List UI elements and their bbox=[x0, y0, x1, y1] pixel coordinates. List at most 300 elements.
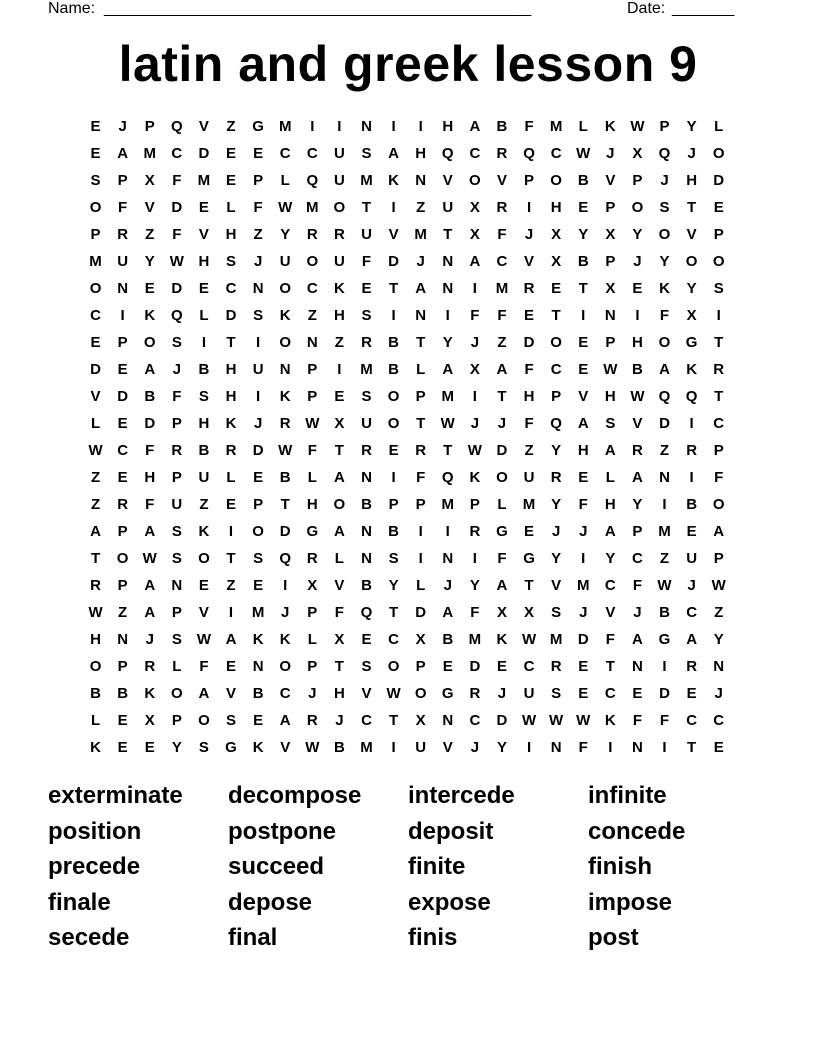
grid-letter[interactable]: R bbox=[361, 442, 372, 459]
grid-letter[interactable]: H bbox=[442, 118, 454, 135]
grid-letter[interactable]: G bbox=[225, 739, 237, 756]
grid-letter[interactable]: Z bbox=[90, 469, 101, 486]
grid-letter[interactable]: H bbox=[686, 172, 698, 189]
grid-letter[interactable]: D bbox=[469, 658, 481, 675]
grid-letter[interactable]: J bbox=[551, 523, 561, 540]
grid-letter[interactable]: E bbox=[253, 712, 264, 729]
grid-letter[interactable]: R bbox=[306, 712, 318, 729]
grid-letter[interactable]: J bbox=[660, 172, 669, 189]
grid-letter[interactable]: B bbox=[577, 172, 589, 189]
grid-letter[interactable]: U bbox=[198, 469, 210, 486]
grid-letter[interactable]: D bbox=[659, 415, 670, 432]
grid-letter[interactable]: S bbox=[253, 550, 264, 567]
grid-letter[interactable]: Y bbox=[551, 550, 562, 567]
grid-letter[interactable]: L bbox=[416, 577, 426, 594]
grid-letter[interactable]: S bbox=[198, 739, 209, 756]
grid-letter[interactable]: V bbox=[198, 226, 209, 243]
grid-letter[interactable]: K bbox=[333, 280, 345, 297]
grid-letter[interactable]: C bbox=[713, 712, 725, 729]
grid-letter[interactable]: W bbox=[576, 712, 591, 729]
grid-letter[interactable]: K bbox=[279, 307, 291, 324]
grid-letter[interactable]: U bbox=[523, 469, 535, 486]
grid-letter[interactable]: A bbox=[90, 523, 101, 540]
grid-letter[interactable]: O bbox=[89, 199, 102, 216]
grid-letter[interactable]: W bbox=[630, 118, 645, 135]
grid-letter[interactable]: I bbox=[445, 307, 450, 324]
grid-letter[interactable]: I bbox=[662, 496, 667, 513]
grid-letter[interactable]: Z bbox=[118, 604, 128, 621]
grid-letter[interactable]: C bbox=[469, 712, 481, 729]
grid-letter[interactable]: E bbox=[226, 496, 237, 513]
grid-letter[interactable]: E bbox=[117, 415, 128, 432]
grid-letter[interactable]: F bbox=[307, 442, 317, 459]
grid-letter[interactable]: T bbox=[443, 226, 453, 243]
grid-letter[interactable]: V bbox=[90, 388, 101, 405]
grid-letter[interactable]: J bbox=[253, 253, 263, 270]
grid-letter[interactable]: X bbox=[334, 631, 345, 648]
grid-letter[interactable]: F bbox=[145, 496, 155, 513]
grid-letter[interactable]: B bbox=[388, 361, 399, 378]
grid-letter[interactable]: I bbox=[337, 118, 342, 135]
grid-letter[interactable]: P bbox=[253, 172, 264, 189]
grid-letter[interactable]: I bbox=[581, 307, 586, 324]
grid-letter[interactable]: N bbox=[442, 712, 454, 729]
grid-letter[interactable]: M bbox=[549, 631, 563, 648]
grid-letter[interactable]: C bbox=[117, 442, 129, 459]
grid-letter[interactable]: R bbox=[171, 442, 183, 459]
grid-letter[interactable]: F bbox=[497, 307, 507, 324]
grid-letter[interactable]: B bbox=[252, 685, 264, 702]
grid-letter[interactable]: S bbox=[361, 307, 372, 324]
grid-letter[interactable]: F bbox=[361, 253, 372, 270]
grid-letter[interactable]: O bbox=[279, 658, 292, 675]
grid-letter[interactable]: M bbox=[522, 496, 536, 513]
grid-letter[interactable]: P bbox=[659, 118, 670, 135]
grid-letter[interactable]: T bbox=[578, 280, 588, 297]
grid-letter[interactable]: J bbox=[281, 604, 290, 621]
grid-letter[interactable]: N bbox=[117, 280, 129, 297]
grid-letter[interactable]: T bbox=[226, 334, 236, 351]
grid-letter[interactable]: L bbox=[334, 550, 344, 567]
grid-letter[interactable]: H bbox=[632, 334, 643, 351]
grid-letter[interactable]: L bbox=[307, 469, 317, 486]
grid-letter[interactable]: F bbox=[416, 469, 426, 486]
grid-letter[interactable]: U bbox=[333, 145, 345, 162]
grid-letter[interactable]: U bbox=[279, 253, 291, 270]
grid-letter[interactable]: P bbox=[605, 199, 616, 216]
grid-letter[interactable]: Q bbox=[658, 145, 671, 162]
grid-letter[interactable]: R bbox=[469, 685, 481, 702]
date-field[interactable]: _______ bbox=[672, 0, 735, 17]
grid-letter[interactable]: E bbox=[713, 739, 724, 756]
grid-letter[interactable]: U bbox=[361, 415, 372, 432]
grid-letter[interactable]: T bbox=[416, 334, 426, 351]
grid-letter[interactable]: X bbox=[469, 226, 480, 243]
grid-letter[interactable]: F bbox=[199, 658, 209, 675]
grid-letter[interactable]: J bbox=[497, 685, 507, 702]
grid-letter[interactable]: D bbox=[252, 442, 264, 459]
grid-letter[interactable]: R bbox=[225, 442, 237, 459]
grid-letter[interactable]: Z bbox=[226, 577, 236, 594]
grid-letter[interactable]: F bbox=[497, 550, 507, 567]
grid-letter[interactable]: S bbox=[388, 550, 399, 567]
grid-letter[interactable]: Y bbox=[280, 226, 291, 243]
grid-letter[interactable]: Y bbox=[578, 226, 589, 243]
grid-letter[interactable]: F bbox=[524, 361, 534, 378]
grid-letter[interactable]: Z bbox=[659, 550, 670, 567]
grid-letter[interactable]: A bbox=[632, 469, 643, 486]
grid-letter[interactable]: I bbox=[472, 388, 477, 405]
grid-letter[interactable]: E bbox=[524, 523, 535, 540]
grid-letter[interactable]: W bbox=[440, 415, 455, 432]
grid-letter[interactable]: E bbox=[198, 577, 209, 594]
grid-letter[interactable]: R bbox=[415, 442, 427, 459]
grid-letter[interactable]: D bbox=[171, 280, 183, 297]
grid-letter[interactable]: O bbox=[496, 469, 508, 486]
grid-letter[interactable]: Y bbox=[605, 550, 616, 567]
grid-letter[interactable]: H bbox=[550, 199, 562, 216]
grid-letter[interactable]: I bbox=[283, 577, 288, 594]
grid-letter[interactable]: Q bbox=[306, 172, 319, 189]
grid-letter[interactable]: E bbox=[442, 658, 453, 675]
grid-letter[interactable]: W bbox=[657, 577, 672, 594]
grid-letter[interactable]: E bbox=[578, 361, 589, 378]
grid-letter[interactable]: N bbox=[632, 739, 643, 756]
grid-letter[interactable]: B bbox=[117, 685, 129, 702]
grid-letter[interactable]: H bbox=[415, 145, 427, 162]
grid-letter[interactable]: U bbox=[171, 496, 183, 513]
grid-letter[interactable]: I bbox=[120, 307, 125, 324]
grid-letter[interactable]: L bbox=[226, 199, 236, 216]
grid-letter[interactable]: O bbox=[387, 388, 400, 405]
grid-letter[interactable]: C bbox=[686, 712, 698, 729]
grid-letter[interactable]: I bbox=[445, 523, 450, 540]
grid-letter[interactable]: S bbox=[171, 550, 182, 567]
grid-letter[interactable]: S bbox=[361, 658, 372, 675]
grid-letter[interactable]: H bbox=[90, 631, 101, 648]
grid-letter[interactable]: J bbox=[443, 577, 452, 594]
grid-letter[interactable]: A bbox=[496, 577, 508, 594]
grid-letter[interactable]: R bbox=[523, 280, 535, 297]
grid-letter[interactable]: J bbox=[524, 226, 534, 243]
grid-letter[interactable]: R bbox=[686, 658, 698, 675]
grid-letter[interactable]: U bbox=[415, 739, 427, 756]
grid-letter[interactable]: I bbox=[635, 307, 640, 324]
grid-letter[interactable]: F bbox=[172, 388, 182, 405]
grid-letter[interactable]: K bbox=[198, 523, 210, 540]
grid-letter[interactable]: M bbox=[576, 577, 590, 594]
grid-letter[interactable]: F bbox=[172, 172, 182, 189]
grid-letter[interactable]: J bbox=[145, 631, 154, 648]
grid-letter[interactable]: Q bbox=[685, 388, 698, 405]
grid-letter[interactable]: A bbox=[144, 604, 156, 621]
grid-letter[interactable]: L bbox=[90, 415, 101, 432]
grid-letter[interactable]: C bbox=[306, 145, 318, 162]
grid-letter[interactable]: W bbox=[169, 253, 184, 270]
grid-letter[interactable]: E bbox=[90, 334, 101, 351]
grid-letter[interactable]: J bbox=[633, 253, 642, 270]
grid-letter[interactable]: E bbox=[361, 631, 372, 648]
grid-letter[interactable]: C bbox=[90, 307, 101, 324]
grid-letter[interactable]: H bbox=[225, 361, 237, 378]
grid-letter[interactable]: V bbox=[605, 172, 616, 189]
grid-letter[interactable]: J bbox=[118, 118, 127, 135]
grid-letter[interactable]: P bbox=[307, 658, 318, 675]
grid-letter[interactable]: Q bbox=[170, 118, 183, 135]
grid-letter[interactable]: A bbox=[279, 712, 291, 729]
grid-letter[interactable]: M bbox=[251, 604, 265, 621]
grid-letter[interactable]: C bbox=[388, 631, 399, 648]
grid-letter[interactable]: P bbox=[524, 172, 535, 189]
grid-letter[interactable]: T bbox=[388, 280, 399, 297]
grid-letter[interactable]: A bbox=[225, 631, 237, 648]
grid-letter[interactable]: Z bbox=[199, 496, 209, 513]
grid-letter[interactable]: M bbox=[658, 523, 671, 540]
grid-letter[interactable]: Y bbox=[686, 280, 697, 297]
grid-letter[interactable]: X bbox=[632, 145, 643, 162]
grid-letter[interactable]: L bbox=[714, 118, 724, 135]
grid-letter[interactable]: B bbox=[198, 361, 210, 378]
grid-letter[interactable]: N bbox=[659, 469, 670, 486]
grid-letter[interactable]: W bbox=[576, 145, 591, 162]
grid-letter[interactable]: U bbox=[523, 685, 535, 702]
grid-letter[interactable]: O bbox=[116, 550, 129, 567]
grid-letter[interactable]: H bbox=[306, 496, 318, 513]
grid-letter[interactable]: P bbox=[307, 361, 318, 378]
grid-letter[interactable]: O bbox=[414, 685, 427, 702]
grid-letter[interactable]: O bbox=[198, 712, 210, 729]
grid-letter[interactable]: G bbox=[658, 631, 671, 648]
grid-letter[interactable]: T bbox=[714, 334, 724, 351]
grid-letter[interactable]: V bbox=[388, 226, 399, 243]
grid-letter[interactable]: X bbox=[686, 307, 697, 324]
grid-letter[interactable]: D bbox=[496, 442, 508, 459]
grid-letter[interactable]: F bbox=[659, 712, 670, 729]
grid-letter[interactable]: W bbox=[467, 442, 482, 459]
grid-letter[interactable]: J bbox=[470, 415, 480, 432]
grid-letter[interactable]: S bbox=[171, 523, 182, 540]
grid-letter[interactable]: P bbox=[713, 226, 724, 243]
grid-letter[interactable]: E bbox=[632, 280, 643, 297]
grid-letter[interactable]: O bbox=[170, 685, 183, 702]
grid-letter[interactable]: E bbox=[632, 685, 643, 702]
grid-letter[interactable]: A bbox=[659, 361, 670, 378]
grid-letter[interactable]: R bbox=[306, 226, 318, 243]
grid-letter[interactable]: G bbox=[496, 523, 508, 540]
grid-letter[interactable]: K bbox=[144, 685, 156, 702]
grid-letter[interactable]: R bbox=[632, 442, 643, 459]
grid-letter[interactable]: Y bbox=[551, 496, 562, 513]
grid-letter[interactable]: H bbox=[333, 685, 345, 702]
grid-letter[interactable]: J bbox=[497, 415, 507, 432]
grid-letter[interactable]: K bbox=[279, 631, 291, 648]
grid-letter[interactable]: V bbox=[334, 577, 345, 594]
grid-letter[interactable]: E bbox=[578, 199, 589, 216]
grid-letter[interactable]: M bbox=[197, 172, 211, 189]
grid-letter[interactable]: A bbox=[144, 523, 156, 540]
grid-letter[interactable]: R bbox=[496, 199, 508, 216]
grid-letter[interactable]: E bbox=[117, 469, 128, 486]
grid-letter[interactable]: J bbox=[335, 712, 344, 729]
grid-letter[interactable]: P bbox=[415, 658, 426, 675]
grid-letter[interactable]: E bbox=[226, 658, 237, 675]
grid-letter[interactable]: B bbox=[388, 334, 399, 351]
grid-letter[interactable]: T bbox=[416, 415, 426, 432]
grid-letter[interactable]: N bbox=[306, 334, 318, 351]
grid-letter[interactable]: P bbox=[307, 388, 318, 405]
grid-letter[interactable]: O bbox=[631, 199, 644, 216]
grid-letter[interactable]: B bbox=[388, 523, 399, 540]
grid-letter[interactable]: H bbox=[144, 469, 156, 486]
grid-letter[interactable]: O bbox=[279, 280, 292, 297]
grid-letter[interactable]: M bbox=[306, 199, 319, 216]
grid-letter[interactable]: D bbox=[144, 415, 156, 432]
grid-letter[interactable]: N bbox=[361, 550, 372, 567]
grid-letter[interactable]: E bbox=[226, 172, 237, 189]
grid-letter[interactable]: P bbox=[117, 334, 128, 351]
grid-letter[interactable]: L bbox=[416, 361, 426, 378]
grid-letter[interactable]: K bbox=[496, 631, 508, 648]
grid-letter[interactable]: P bbox=[713, 550, 724, 567]
grid-letter[interactable]: V bbox=[198, 604, 209, 621]
grid-letter[interactable]: F bbox=[334, 604, 344, 621]
grid-letter[interactable]: C bbox=[632, 550, 643, 567]
grid-letter[interactable]: R bbox=[333, 226, 345, 243]
grid-letter[interactable]: L bbox=[90, 712, 101, 729]
grid-letter[interactable]: C bbox=[469, 145, 481, 162]
grid-letter[interactable]: O bbox=[333, 496, 346, 513]
grid-letter[interactable]: D bbox=[198, 145, 210, 162]
grid-letter[interactable]: R bbox=[144, 658, 156, 675]
grid-letter[interactable]: K bbox=[144, 307, 156, 324]
grid-letter[interactable]: Y bbox=[496, 739, 507, 756]
grid-letter[interactable]: H bbox=[225, 226, 237, 243]
grid-letter[interactable]: D bbox=[225, 307, 237, 324]
grid-letter[interactable]: D bbox=[415, 604, 427, 621]
grid-letter[interactable]: B bbox=[90, 685, 101, 702]
grid-letter[interactable]: B bbox=[686, 496, 698, 513]
grid-letter[interactable]: G bbox=[306, 523, 319, 540]
grid-letter[interactable]: V bbox=[280, 739, 291, 756]
grid-letter[interactable]: S bbox=[253, 307, 264, 324]
grid-letter[interactable]: Z bbox=[416, 199, 426, 216]
grid-letter[interactable]: R bbox=[469, 523, 481, 540]
grid-letter[interactable]: E bbox=[226, 145, 237, 162]
grid-letter[interactable]: P bbox=[171, 604, 182, 621]
grid-letter[interactable]: O bbox=[89, 658, 102, 675]
grid-letter[interactable]: E bbox=[198, 199, 209, 216]
grid-letter[interactable]: Z bbox=[334, 334, 344, 351]
grid-letter[interactable]: V bbox=[442, 739, 453, 756]
grid-letter[interactable]: C bbox=[279, 685, 291, 702]
grid-letter[interactable]: I bbox=[418, 523, 423, 540]
grid-letter[interactable]: J bbox=[579, 523, 588, 540]
grid-letter[interactable]: H bbox=[198, 415, 210, 432]
grid-letter[interactable]: U bbox=[333, 172, 345, 189]
grid-letter[interactable]: O bbox=[685, 253, 698, 270]
grid-letter[interactable]: O bbox=[143, 334, 156, 351]
grid-letter[interactable]: W bbox=[305, 415, 320, 432]
grid-letter[interactable]: P bbox=[388, 496, 399, 513]
grid-letter[interactable]: R bbox=[550, 469, 562, 486]
grid-letter[interactable]: J bbox=[308, 685, 317, 702]
grid-letter[interactable]: N bbox=[415, 172, 427, 189]
grid-letter[interactable]: E bbox=[253, 145, 264, 162]
grid-letter[interactable]: I bbox=[418, 550, 423, 567]
grid-letter[interactable]: B bbox=[333, 739, 345, 756]
grid-letter[interactable]: O bbox=[333, 199, 346, 216]
grid-letter[interactable]: J bbox=[687, 577, 696, 594]
grid-letter[interactable]: F bbox=[578, 496, 588, 513]
grid-letter[interactable]: K bbox=[604, 712, 616, 729]
grid-letter[interactable]: W bbox=[305, 739, 320, 756]
grid-letter[interactable]: E bbox=[578, 334, 589, 351]
grid-letter[interactable]: Z bbox=[524, 442, 534, 459]
grid-letter[interactable]: F bbox=[172, 226, 182, 243]
grid-letter[interactable]: O bbox=[658, 226, 671, 243]
grid-letter[interactable]: I bbox=[662, 658, 667, 675]
grid-letter[interactable]: D bbox=[171, 199, 183, 216]
grid-letter[interactable]: I bbox=[391, 307, 396, 324]
grid-letter[interactable]: Z bbox=[90, 496, 101, 513]
grid-letter[interactable]: N bbox=[604, 307, 616, 324]
grid-letter[interactable]: B bbox=[632, 361, 643, 378]
grid-letter[interactable]: B bbox=[361, 496, 372, 513]
grid-letter[interactable]: T bbox=[90, 550, 101, 567]
grid-letter[interactable]: M bbox=[89, 253, 102, 270]
grid-letter[interactable]: E bbox=[388, 442, 399, 459]
grid-letter[interactable]: P bbox=[469, 496, 480, 513]
grid-letter[interactable]: Z bbox=[659, 442, 670, 459]
grid-letter[interactable]: I bbox=[689, 415, 694, 432]
grid-letter[interactable]: O bbox=[387, 658, 400, 675]
grid-letter[interactable]: T bbox=[361, 199, 372, 216]
grid-letter[interactable]: Q bbox=[441, 469, 454, 486]
grid-letter[interactable]: C bbox=[496, 253, 508, 270]
grid-letter[interactable]: T bbox=[524, 577, 534, 594]
grid-letter[interactable]: L bbox=[199, 307, 209, 324]
grid-letter[interactable]: J bbox=[606, 145, 615, 162]
grid-letter[interactable]: T bbox=[334, 658, 344, 675]
grid-letter[interactable]: E bbox=[117, 361, 128, 378]
grid-letter[interactable]: T bbox=[226, 550, 236, 567]
grid-letter[interactable]: K bbox=[469, 469, 481, 486]
grid-letter[interactable]: W bbox=[521, 631, 537, 648]
grid-letter[interactable]: E bbox=[334, 388, 345, 405]
grid-letter[interactable]: C bbox=[225, 280, 237, 297]
grid-letter[interactable]: P bbox=[117, 658, 128, 675]
grid-letter[interactable]: S bbox=[551, 685, 562, 702]
grid-letter[interactable]: E bbox=[117, 739, 128, 756]
grid-letter[interactable]: P bbox=[117, 172, 128, 189]
grid-letter[interactable]: F bbox=[145, 442, 155, 459]
grid-letter[interactable]: C bbox=[306, 280, 318, 297]
grid-letter[interactable]: P bbox=[605, 334, 616, 351]
grid-letter[interactable]: G bbox=[252, 118, 264, 135]
grid-letter[interactable]: M bbox=[441, 388, 455, 405]
grid-letter[interactable]: H bbox=[604, 496, 616, 513]
grid-letter[interactable]: B bbox=[442, 631, 454, 648]
grid-letter[interactable]: X bbox=[144, 172, 155, 189]
grid-letter[interactable]: V bbox=[578, 388, 589, 405]
grid-letter[interactable]: W bbox=[549, 712, 564, 729]
grid-letter[interactable]: H bbox=[604, 388, 616, 405]
grid-letter[interactable]: J bbox=[633, 604, 642, 621]
grid-letter[interactable]: A bbox=[442, 361, 454, 378]
grid-letter[interactable]: Y bbox=[713, 631, 724, 648]
grid-letter[interactable]: V bbox=[442, 172, 453, 189]
grid-letter[interactable]: T bbox=[443, 442, 453, 459]
